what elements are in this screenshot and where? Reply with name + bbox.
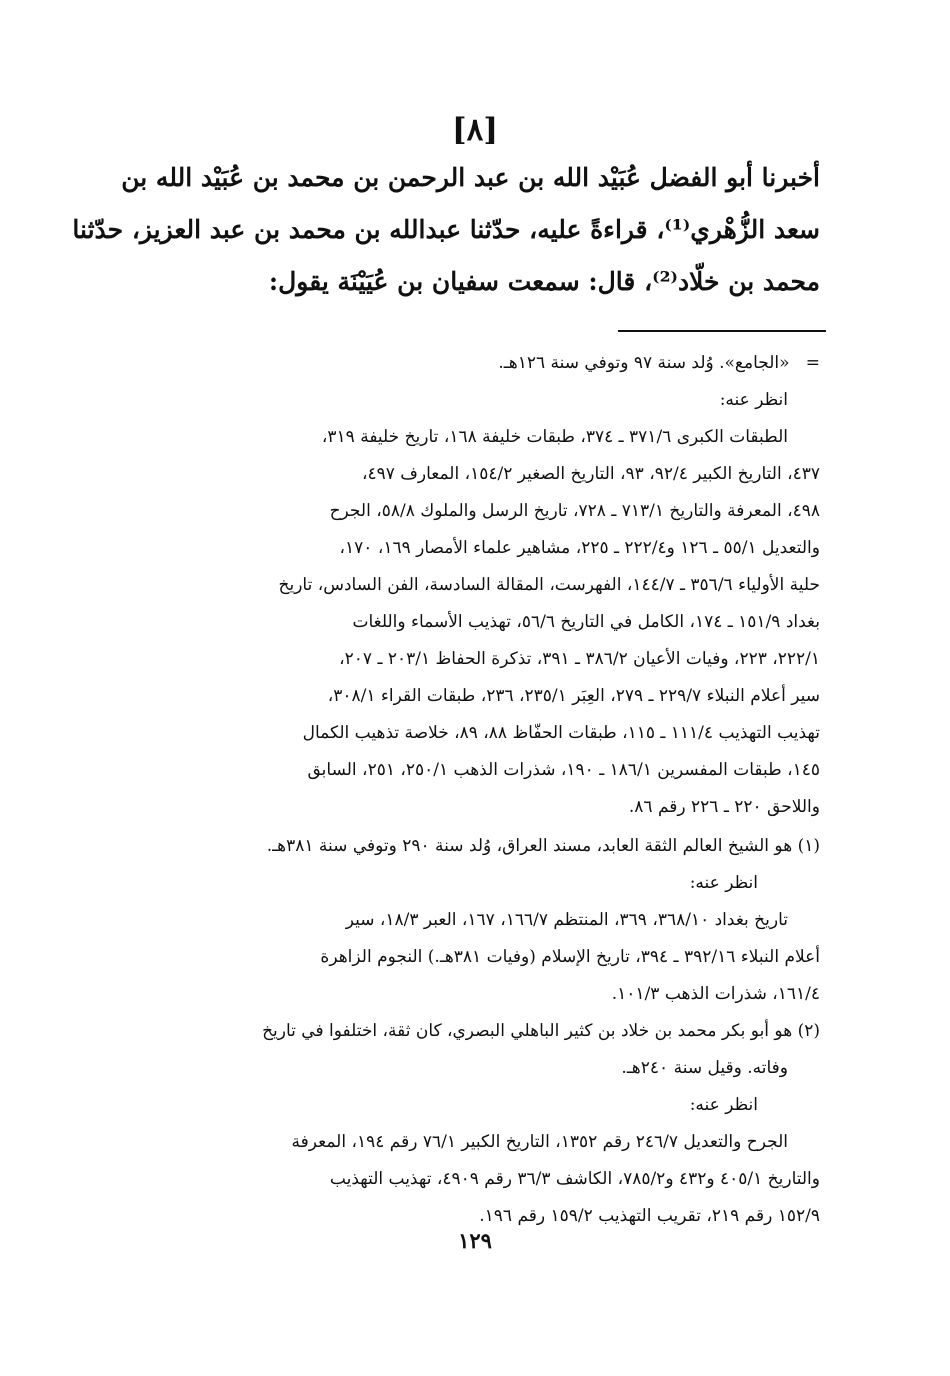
main-text-line: سعد الزُّهْري⁽¹⁾، قراءةً عليه، حدّثنا عبدالله بن محمد بن عبد العزيز، حدّثنا [72,215,820,244]
main-text-line: محمد بن خلّاد⁽²⁾، قال: سمعت سفيان بن عُيَيْنَة يقول: [268,267,820,296]
footnote-separator [618,330,826,332]
main-text [72,152,820,308]
reference-line: تهذيب التهذيب ١١١/٤ ـ ١١٥، طبقات الحفّاظ ٨٨، ٨٩، خلاصة تذهيب الكمال [302,723,820,743]
reference-line: بغداد ١٥١/٩ ـ ١٧٤، الكامل في التاريخ ٥٦/٦، تهذيب الأسماء واللغات [352,612,820,632]
reference-line: ٤٣٧، التاريخ الكبير ٩٢/٤، ٩٣، التاريخ الصغير ١٥٤/٢، المعارف ٤٩٧، [361,464,820,484]
reference-line: واللاحق ٢٢٠ ـ ٢٢٦ رقم ٨٦. [628,797,820,817]
continuation-marker: = [805,353,820,373]
footnotes [130,345,820,1235]
footnote-2: (٢) هو أبو بكر محمد بن خلاد بن كثير الباهلي البصري، كان ثقة، اختلفوا في تاريخ [262,1021,820,1041]
reference-line: ١٤٥، طبقات المفسرين ١٨٦/١ ـ ١٩٠، شذرات الذهب ٢٥٠/١، ٢٥١، السابق [307,760,820,780]
reference-line: تاريخ بغداد ٣٦٨/١٠، ٣٦٩، المنتظم ١٦٦/٧، ١٦٧، العبر ١٨/٣، سير [345,910,788,930]
main-text-line: أخبرنا أبو الفضل عُبَيْد الله بن عبد الرحمن بن محمد بن عُبَيْد الله بن [121,163,820,192]
see-label: انظر عنه: [719,390,788,410]
see-label: انظر عنه: [689,873,758,893]
footnote-continuation-line: = «الجامع». وُلد سنة ٩٧ وتوفي سنة ١٢٦هـ. [498,353,820,373]
footnote-1: (١) هو الشيخ العالم الثقة العابد، مسند العراق، وُلد سنة ٢٩٠ وتوفي سنة ٣٨١هـ. [266,836,820,856]
footnote-2-continuation: وفاته. وقيل سنة ٢٤٠هـ. [621,1058,788,1078]
reference-line: سير أعلام النبلاء ٢٢٩/٧ ـ ٢٧٩، العِبَر ٢٣٥/١، ٢٣٦، طبقات القراء ٣٠٨/١، [327,686,820,706]
page-number: ١٢٩ [458,1228,492,1253]
reference-line: والتاريخ ٤٠٥/١ و٤٣٢ و٧٨٥/٢، الكاشف ٣٦/٣ رقم ٤٩٠٩، تهذيب التهذيب [329,1169,820,1189]
reference-line: الجرح والتعديل ٢٤٦/٧ رقم ١٣٥٢، التاريخ الكبير ٧٦/١ رقم ١٩٤، المعرفة [291,1132,788,1152]
reference-line: ٢٢٢/١، ٢٢٣، وفيات الأعيان ٣٨٦/٢ ـ ٣٩١، تذكرة الحفاظ ٢٠٣/١ ـ ٢٠٧، [339,649,820,669]
reference-line: والتعديل ٥٥/١ ـ ١٢٦ و٢٢٢/٤ ـ ٢٢٥، مشاهير علماء الأمصار ١٦٩، ١٧٠، [339,538,820,558]
reference-line: حلية الأولياء ٣٥٦/٦ ـ ١٤٤/٧، الفهرست، المقالة السادسة، الفن السادس، تاريخ [278,575,820,595]
reference-line: ١٦١/٤، شذرات الذهب ١٠١/٣. [611,984,820,1004]
reference-line: الطبقات الكبرى ٣٧١/٦ ـ ٣٧٤، طبقات خليفة ١٦٨، تاريخ خليفة ٣١٩، [321,427,788,447]
reference-line: ١٥٢/٩ رقم ٢١٩، تقريب التهذيب ١٥٩/٢ رقم ١٩٦. [479,1206,820,1226]
section-number: [٨] [452,112,498,148]
see-label: انظر عنه: [689,1095,758,1115]
reference-line: ٤٩٨، المعرفة والتاريخ ٧١٣/١ ـ ٧٢٨، تاريخ الرسل والملوك ٥٨/٨، الجرح [329,501,820,521]
reference-line: أعلام النبلاء ٣٩٢/١٦ ـ ٣٩٤، تاريخ الإسلام (وفيات ٣٨١هـ.) النجوم الزاهرة [320,947,820,967]
